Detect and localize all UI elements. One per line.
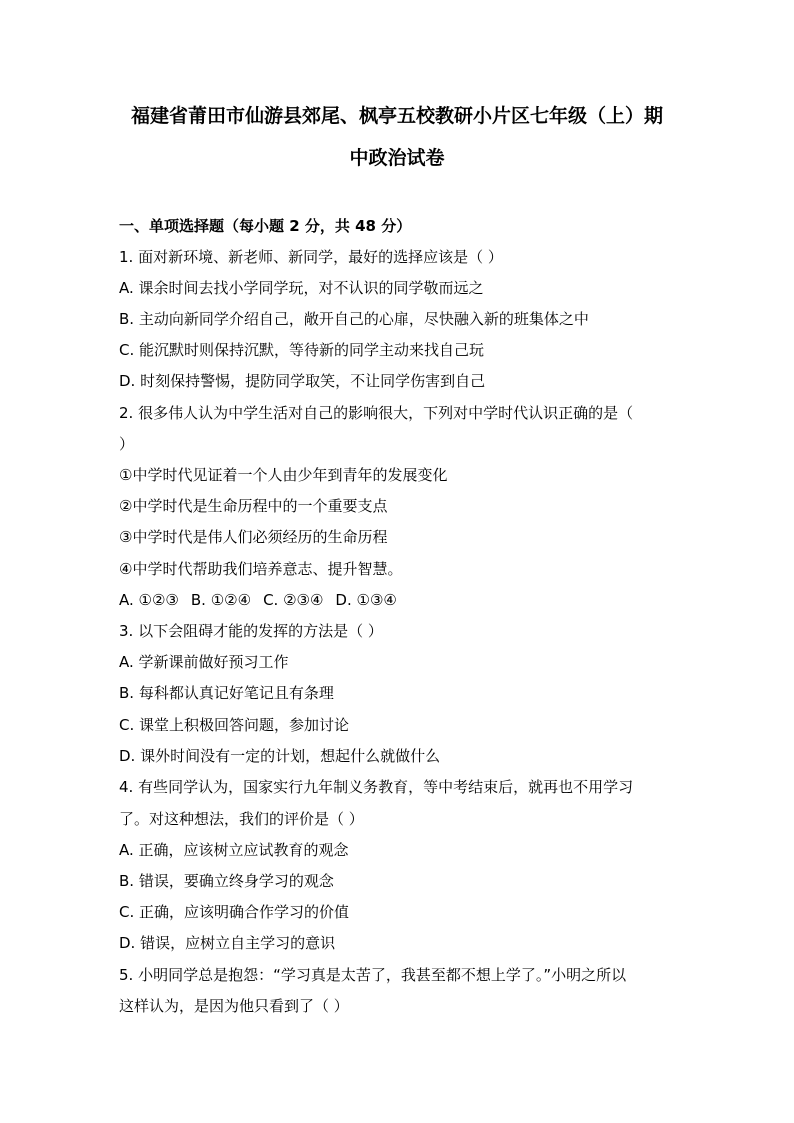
- section-heading: 一、单项选择题（每小题 2 分，共 48 分）: [119, 217, 412, 235]
- q2-statement-4: ④中学时代帮助我们培养意志、提升智慧。: [119, 560, 403, 578]
- q5-stem-line-2: 这样认为，是因为他只看到了（ ）: [119, 997, 349, 1015]
- q2-options: [119, 592, 397, 608]
- q2-statement-2: ②中学时代是生命历程中的一个重要支点: [119, 497, 388, 515]
- exam-title-line-2: 中政治试卷: [349, 147, 445, 169]
- q3-option-b: B. 每科都认真记好笔记且有条理: [119, 684, 334, 702]
- q2-statement-3: ③中学时代是伟人们必须经历的生命历程: [119, 528, 388, 546]
- q4-stem-line-1: 4. 有些同学认为，国家实行九年制义务教育，等中考结束后，就再也不用学习: [119, 778, 634, 796]
- q1-stem: 1. 面对新环境、新老师、新同学，最好的选择应该是（ ）: [119, 248, 503, 266]
- q2-option-c: C. ②③④: [263, 591, 324, 609]
- q1-option-a: A. 课余时间去找小学同学玩，对不认识的同学敬而远之: [119, 279, 484, 297]
- q2-option-d: D. ①③④: [335, 591, 397, 609]
- q1-option-c: C. 能沉默时则保持沉默，等待新的同学主动来找自己玩: [119, 341, 485, 359]
- q4-option-d: D. 错误，应树立自主学习的意识: [119, 934, 336, 952]
- q3-option-a: A. 学新课前做好预习工作: [119, 653, 289, 671]
- q3-option-c: C. 课堂上积极回答问题，参加讨论: [119, 716, 350, 734]
- q1-option-b: B. 主动向新同学介绍自己，敞开自己的心扉，尽快融入新的班集体之中: [119, 310, 589, 328]
- exam-title-line-1: 福建省莆田市仙游县郊尾、枫亭五校教研小片区七年级（上）期: [130, 105, 663, 127]
- q2-option-a: A. ①②③: [119, 591, 179, 609]
- q5-stem-line-1: 5. 小明同学总是抱怨：“学习真是太苦了，我甚至都不想上学了。”小明之所以: [119, 966, 627, 984]
- q3-option-d: D. 课外时间没有一定的计划，想起什么就做什么: [119, 747, 441, 765]
- q3-stem: 3. 以下会阻碍才能的发挥的方法是（ ）: [119, 622, 383, 640]
- q2-stem-line-1: 2. 很多伟人认为中学生活对自己的影响很大，下列对中学时代认识正确的是（: [119, 404, 634, 422]
- q2-statement-1: ①中学时代见证着一个人由少年到青年的发展变化: [119, 466, 448, 484]
- q1-option-d: D. 时刻保持警惕，提防同学取笑，不让同学伤害到自己: [119, 372, 486, 390]
- q4-option-b: B. 错误，要确立终身学习的观念: [119, 872, 334, 890]
- q2-stem-line-2: ）: [119, 435, 135, 453]
- q4-option-a: A. 正确，应该树立应试教育的观念: [119, 841, 349, 859]
- q4-option-c: C. 正确，应该明确合作学习的价值: [119, 903, 350, 921]
- q2-option-b: B. ①②④: [190, 591, 252, 609]
- q4-stem-line-2: 了。对这种想法，我们的评价是（ ）: [119, 810, 364, 828]
